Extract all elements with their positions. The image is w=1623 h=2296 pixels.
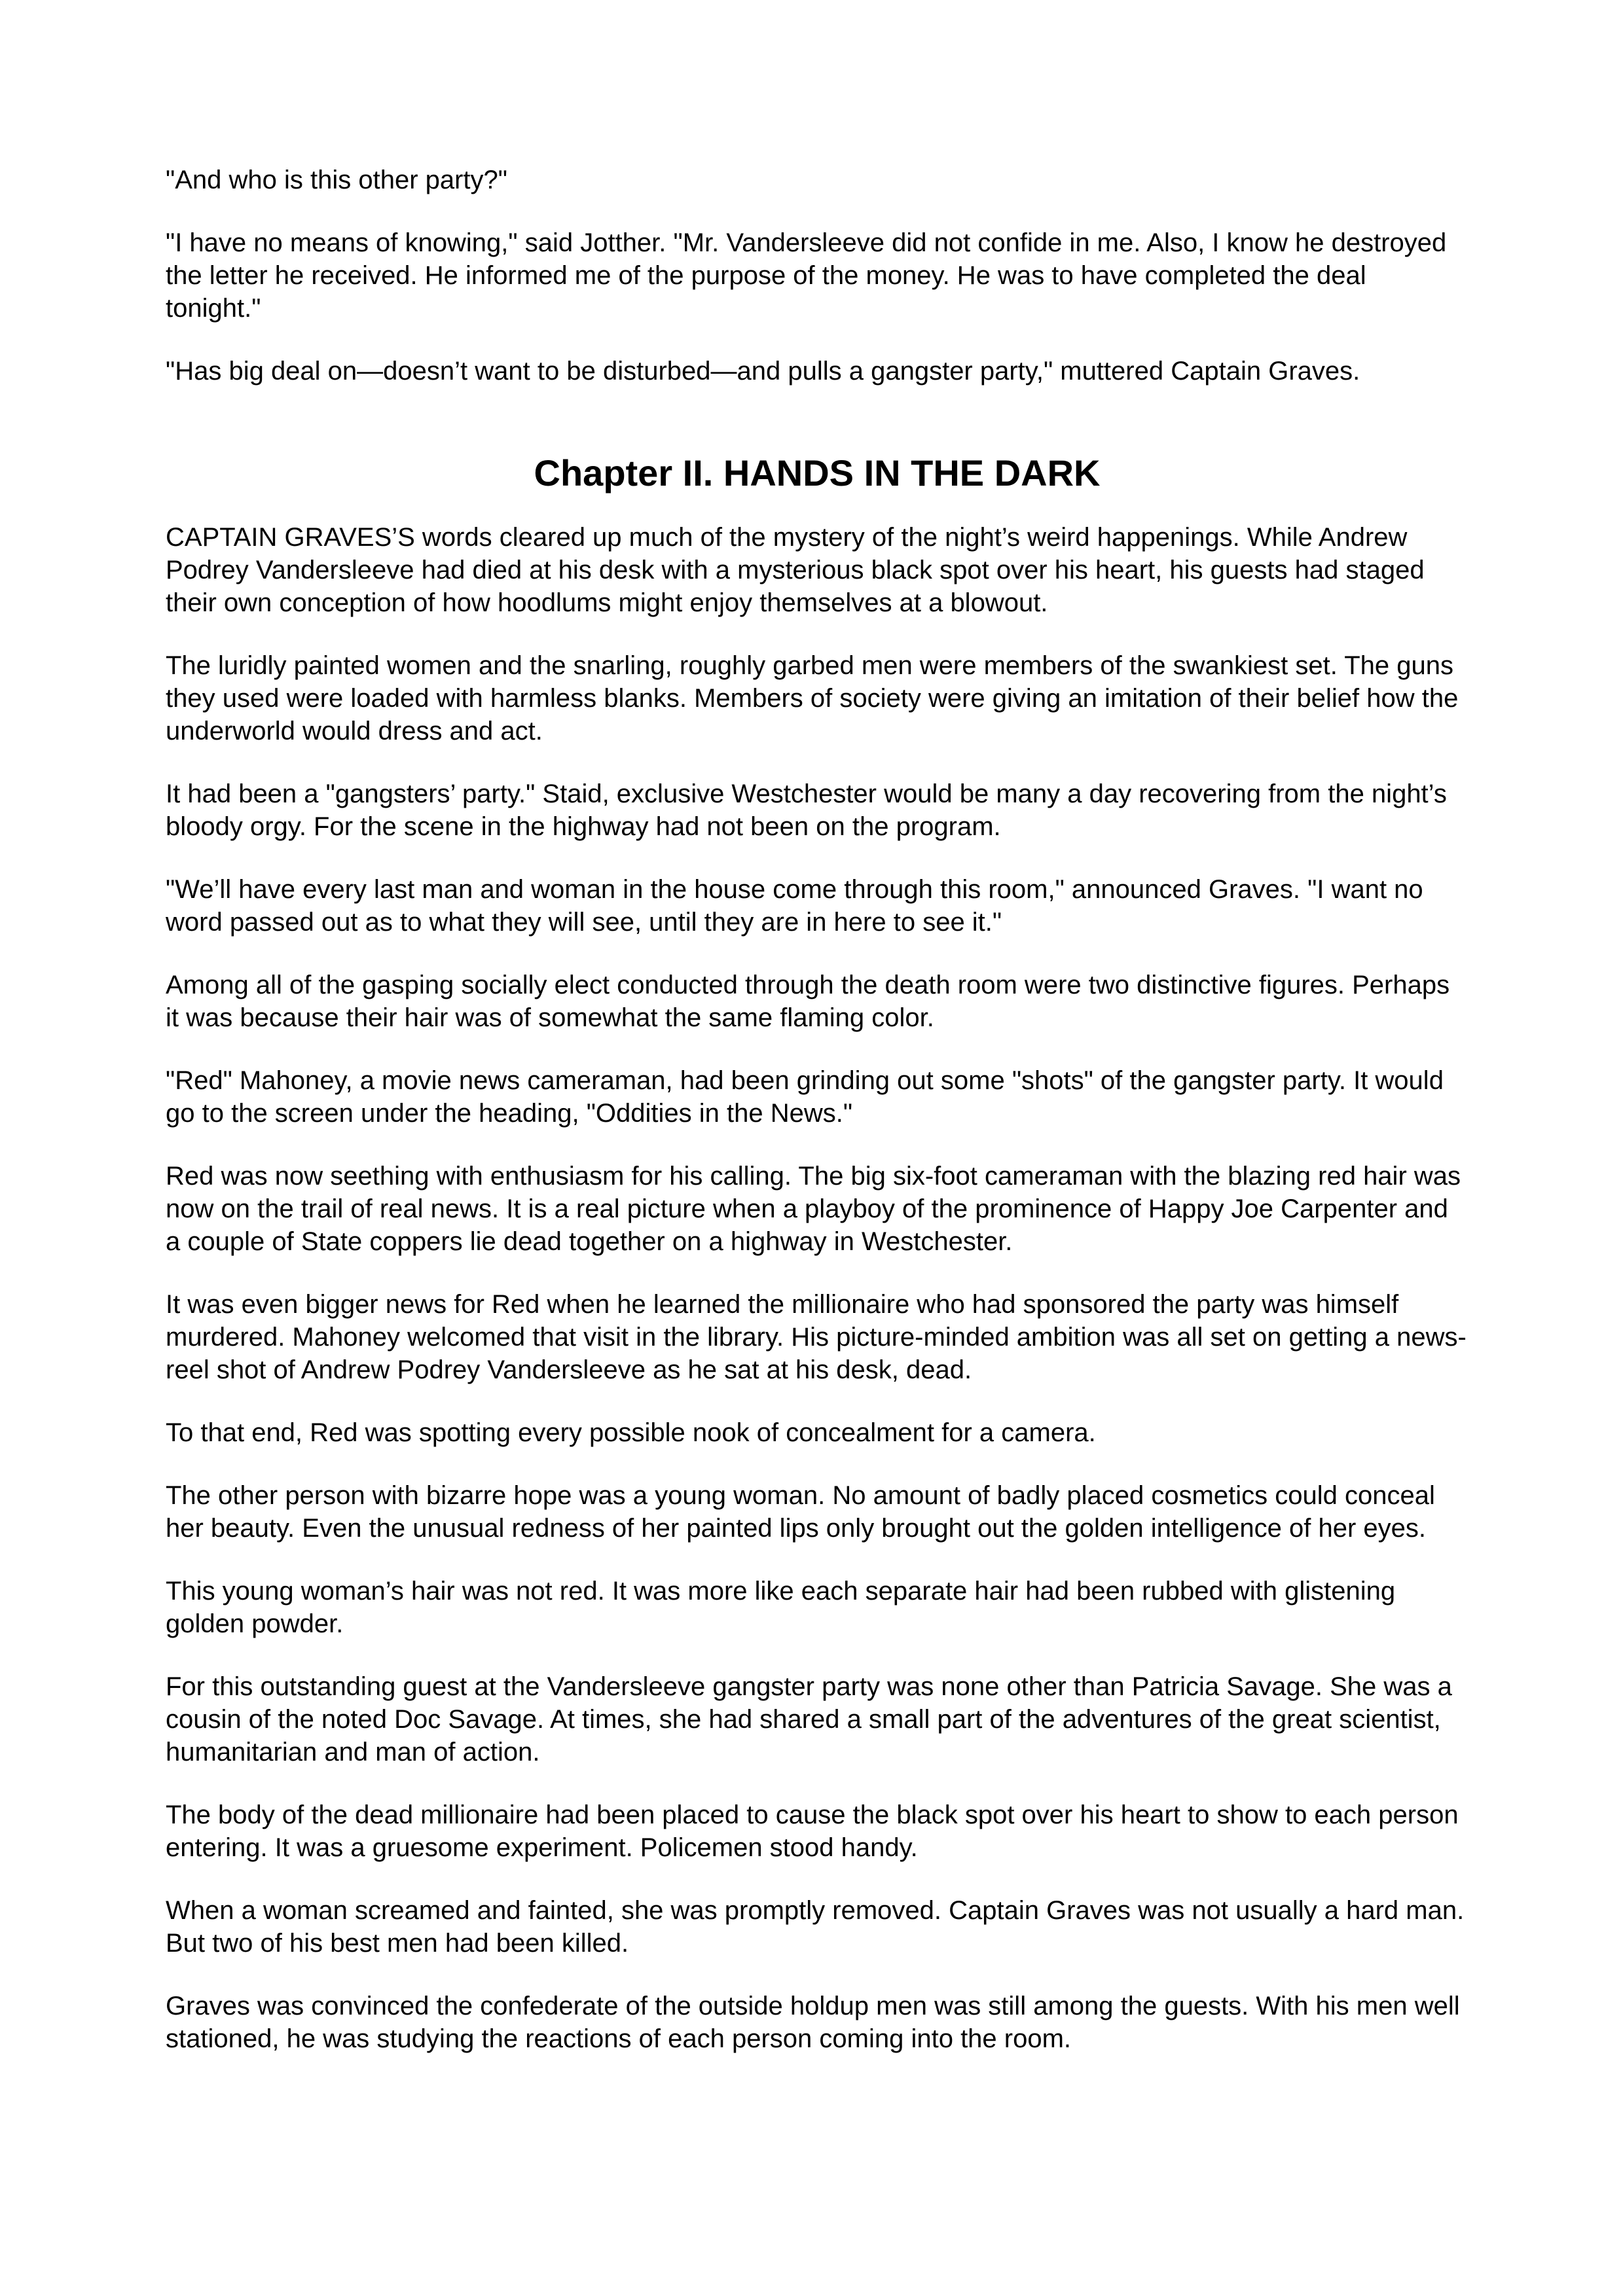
paragraph: For this outstanding guest at the Vandersleeve gangster party was none other than Patricia Savage. She was a cousin of the noted Doc Savage. At times, she had shared a small part of the adventures of the great scientist, humanitarian and man of action. (166, 1672, 1452, 1767)
paragraph: This young woman’s hair was not red. It was more like each separate hair had been rubbed with glistening golden powder. (166, 1577, 1396, 1638)
document-body (166, 164, 1468, 2085)
paragraph: "And who is this other party?" (166, 166, 507, 194)
paragraph: To that end, Red was spotting every possible nook of concealment for a camera. (166, 1418, 1096, 1447)
paragraph: CAPTAIN GRAVES’S words cleared up much of the mystery of the night’s weird happenings. While Andrew Podrey Vandersleeve had died at his desk with a mysterious black spot over his heart, his guests had staged their own conception of how hoodlums might enjoy themselves at a blowout. (166, 523, 1425, 617)
chapter-title: Chapter II. HANDS IN THE DARK (534, 452, 1101, 493)
paragraph: The body of the dead millionaire had been placed to cause the black spot over his heart to show to each person entering. It was a gruesome experiment. Policemen stood handy. (166, 1801, 1459, 1862)
paragraph: Among all of the gasping socially elect conducted through the death room were two distinctive figures. Perhaps it was because their hair was of somewhat the same flaming color. (166, 971, 1450, 1032)
paragraph: It had been a "gangsters’ party." Staid, exclusive Westchester would be many a day recovering from the night’s bloody orgy. For the scene in the highway had not been on the program. (166, 780, 1447, 841)
paragraph: The luridly painted women and the snarling, roughly garbed men were members of the swankiest set. The guns they used were loaded with harmless blanks. Members of society were giving an imitation of their belief how the underworld would dress and act. (166, 651, 1459, 745)
paragraph: It was even bigger news for Red when he learned the millionaire who had sponsored the party was himself murdered. Mahoney welcomed that visit in the library. His picture-minded ambition was all set on getting a news-reel shot of Andrew Podrey Vandersleeve as he sat at his desk, dead. (166, 1290, 1467, 1384)
paragraph: Graves was convinced the confederate of the outside holdup men was still among the guests. With his men well stationed, he was studying the reactions of each person coming into the room. (166, 1992, 1460, 2053)
paragraph: The other person with bizarre hope was a young woman. No amount of badly placed cosmetics could conceal her beauty. Even the unusual redness of her painted lips only brought out the golden intelligence of her eyes. (166, 1481, 1435, 1543)
paragraph: When a woman screamed and fainted, she was promptly removed. Captain Graves was not usually a hard man. But two of his best men had been killed. (166, 1896, 1465, 1958)
paragraph: "Red" Mahoney, a movie news cameraman, had been grinding out some "shots" of the gangster party. It would go to the screen under the heading, "Oddities in the News." (166, 1066, 1444, 1128)
paragraph: "Has big deal on—doesn’t want to be disturbed—and pulls a gangster party," muttered Captain Graves. (166, 357, 1360, 386)
paragraph: Red was now seething with enthusiasm for his calling. The big six-foot cameraman with the blazing red hair was now on the trail of real news. It is a real picture when a playboy of the prominence of Happy Joe Carpenter and a couple of State coppers lie dead together on a highway in Westchester. (166, 1162, 1461, 1256)
paragraph: "We’ll have every last man and woman in the house come through this room," announced Graves. "I want no word passed out as to what they will see, until they are in here to see it." (166, 875, 1423, 937)
paragraph: "I have no means of knowing," said Jotther. "Mr. Vandersleeve did not confide in me. Also, I know he destroyed the letter he received. He informed me of the purpose of the money. He was to have completed the deal tonight." (166, 228, 1447, 323)
